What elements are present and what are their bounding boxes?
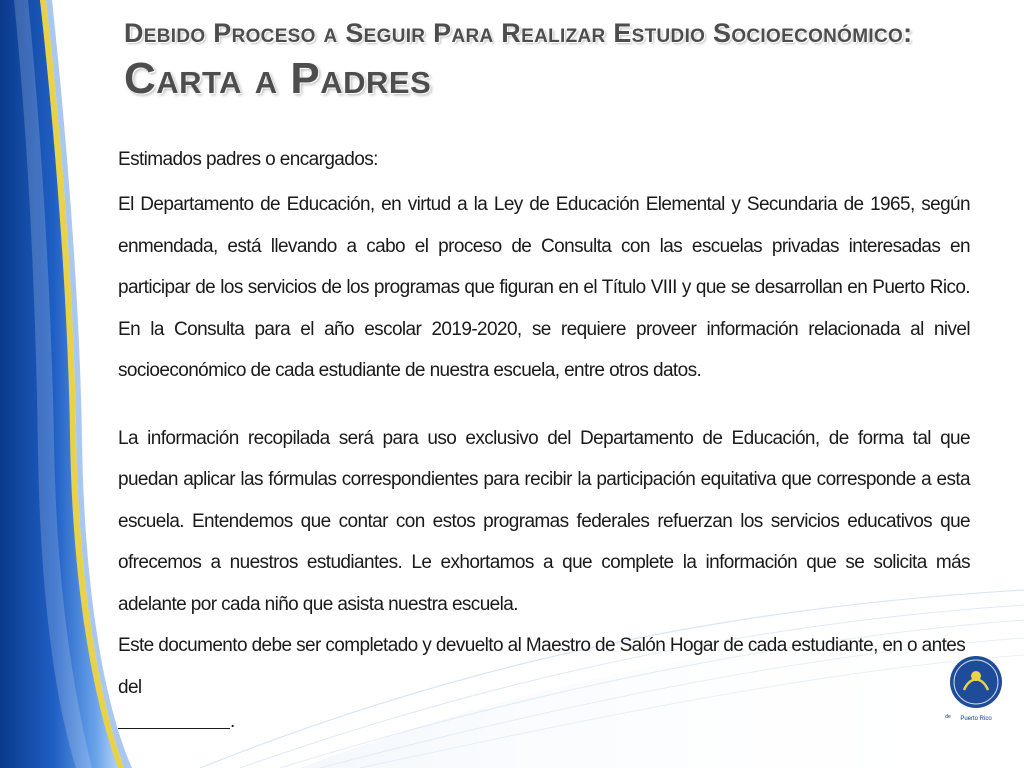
letter-paragraph-1: El Departamento de Educación, en virtud a la Ley de Educación Elemental y Secundaria de 1965, según enmendada, está llevando a cabo el proceso de Consulta con las escuelas privadas interesadas en participar de los servicios de los programas que figuran en el Título VIII y que se desarrollan en Puerto Rico. En la Consulta para el año escolar 2019-2020, se requiere proveer información relacionada al nivel socioeconómico de cada estudiante de nuestra escuela, entre otros datos.: [118, 194, 970, 381]
letter-greeting: Estimados padres o encargados:: [118, 149, 378, 170]
closing-period: .: [230, 711, 236, 732]
slide-title-line2: Carta a Padres: [124, 54, 432, 103]
svg-text:Puerto Rico: Puerto Rico: [960, 716, 992, 722]
letter-paragraph-2: La información recopilada será para uso exclusivo del Departamento de Educación, de forma tal que puedan aplicar las fórmulas correspondientes para recibir la participación equitativa que corresponde a esta escuela. Entendemos que contar con estos programas federales refuerzan los servicios educativos que ofrecemos a nuestros estudiantes. Le exhortamos a que complete la información que se solicita más adelante por cada niño que asista nuestra escuela.: [118, 427, 970, 615]
department-seal-logo: [936, 646, 1016, 726]
slide-title-line1: Debido Proceso a Seguir Para Realizar Estudio Socioeconómico:: [124, 18, 913, 48]
date-blank-line: [118, 728, 230, 729]
letter-body: [118, 142, 970, 708]
letter-closing: Este documento debe ser completado y devuelto al Maestro de Salón Hogar de cada estudiante, en o antes del: [118, 635, 966, 698]
svg-text:de: de: [945, 714, 951, 720]
